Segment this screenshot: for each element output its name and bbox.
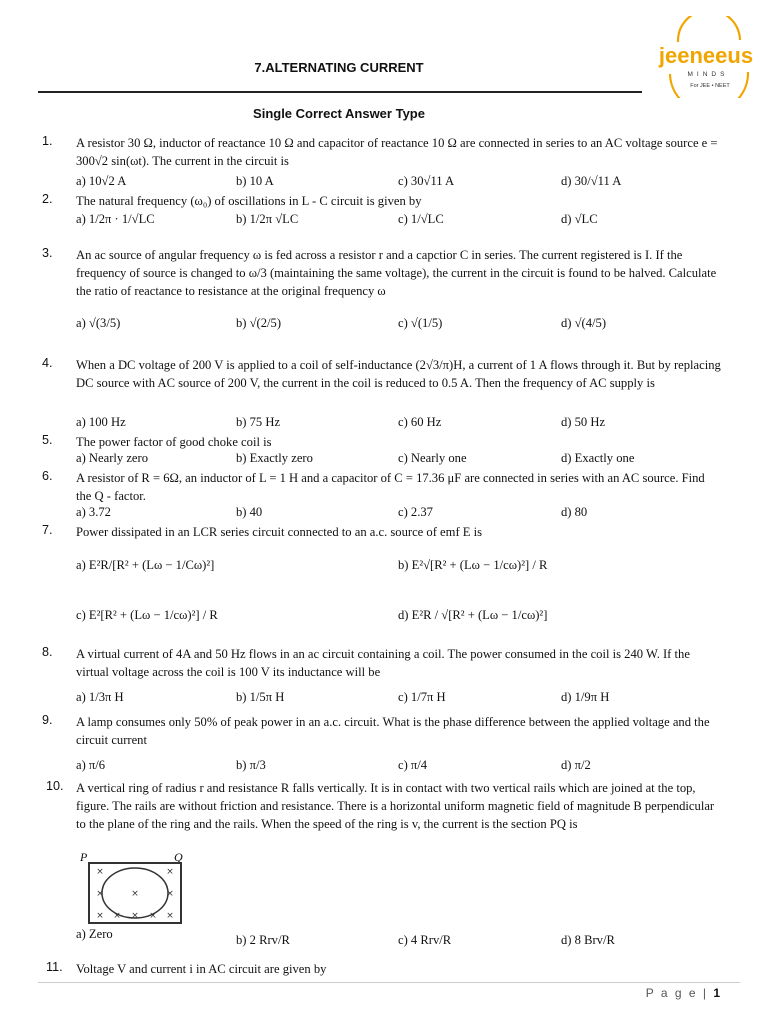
question-text: A vertical ring of radius r and resistance R falls vertically. It is in contact with two vertical rails which are joined at the top, figure. The rails are without friction and resistance. There is a horizontal uniform magnetic field of magnitude B perpendicular to the plane of the ring and the rails. When the speed of the ring is v, the current is the section PQ is: [76, 781, 715, 831]
question-text: A virtual current of 4A and 50 Hz flows in an ac circuit containing a coil. The power consumed in the coil is 240 W. If the virtual voltage across the coil is 100 V its inductance will be: [76, 647, 690, 679]
svg-text:×: ×: [96, 911, 104, 921]
question-number: 2.: [42, 192, 53, 206]
option-a: a) π/6: [76, 758, 106, 772]
option-b: b) 1/2π √LC: [236, 212, 299, 226]
page-footer: [646, 986, 720, 1000]
option-c: c) 30√11 A: [398, 174, 455, 188]
brand-logo: [648, 16, 764, 98]
question-number: 4.: [42, 356, 53, 370]
option-d: d) 80: [561, 505, 588, 519]
question-number: 10.: [46, 779, 64, 793]
option-c: c) 2.37: [398, 505, 433, 519]
option-d: d) 50 Hz: [561, 415, 606, 429]
option-a: a) 3.72: [76, 505, 111, 519]
question-number: 9.: [42, 713, 53, 727]
page-title: 7.ALTERNATING CURRENT: [254, 60, 424, 75]
section-subtitle: Single Correct Answer Type: [253, 106, 425, 121]
question-number: 6.: [42, 469, 53, 483]
footer-rule: [38, 982, 740, 983]
question-text: The power factor of good choke coil is: [76, 435, 272, 449]
option-a: a) 10√2 A: [76, 174, 127, 188]
option-b: b) √(2/5): [236, 316, 282, 330]
option-b: b) 75 Hz: [236, 415, 281, 429]
option-a: a) √(3/5): [76, 316, 121, 330]
question-text: The natural frequency (ω₀) of oscillations in L - C circuit is given by: [76, 194, 422, 208]
svg-text:×: ×: [113, 911, 121, 921]
option-b: b) 2 Rrv/R: [236, 933, 290, 947]
question-text: A lamp consumes only 50% of peak power in an a.c. circuit. What is the phase difference between the applied voltage and the circuit current: [76, 715, 710, 747]
option-d: d) π/2: [561, 758, 591, 772]
svg-text:×: ×: [149, 911, 157, 921]
option-d: d) Exactly one: [561, 451, 635, 465]
question-text: An ac source of angular frequency ω is fed across a resistor r and a capctior C in series. The current registered is I. If the frequency of source is changed to ω/3 (maintaining the same voltage), the current in the circuit is found to be halved. Calculate the ratio of reactance to resistance at the original frequency ω: [76, 248, 717, 298]
svg-text:×: ×: [131, 911, 139, 921]
option-d: d) 1/9π H: [561, 690, 610, 704]
option-c: c) 1/7π H: [398, 690, 446, 704]
option-c: c) 60 Hz: [398, 415, 442, 429]
figure-label-q: Q: [174, 850, 183, 864]
ring-rails-figure: [88, 862, 182, 924]
svg-text:jeeneeus: jeeneeus: [658, 43, 754, 68]
figure-label-p: P: [80, 850, 88, 864]
svg-text:×: ×: [166, 911, 174, 921]
question-text: Voltage V and current i in AC circuit are given by: [76, 962, 327, 976]
option-a: a) 1/2π · 1/√LC: [76, 212, 155, 226]
svg-text:×: ×: [96, 889, 104, 899]
question-number: 1.: [42, 134, 53, 148]
page-label: P a g e |: [645, 986, 708, 1000]
page-number: 1: [713, 986, 720, 1000]
question-text: A resistor of R = 6Ω, an inductor of L = 1 H and a capacitor of C = 17.36 μF are connected in series with an AC source. Find the Q - factor.: [76, 471, 705, 503]
option-d: d) √LC: [561, 212, 598, 226]
question-number: 8.: [42, 645, 53, 659]
option-c: c) 1/√LC: [398, 212, 444, 226]
question-text: Power dissipated in an LCR series circuit connected to an a.c. source of emf E is: [76, 525, 483, 539]
option-d: d) √(4/5): [561, 316, 607, 330]
option-d: d) 8 Brv/R: [561, 933, 615, 947]
svg-text:×: ×: [166, 889, 174, 899]
svg-text:For JEE • NEET: For JEE • NEET: [690, 83, 730, 89]
svg-text:×: ×: [96, 867, 104, 877]
option-b: b) Exactly zero: [236, 451, 313, 465]
option-a: a) 100 Hz: [76, 415, 126, 429]
ring-diagram: [90, 864, 180, 922]
option-c: c) π/4: [398, 758, 428, 772]
svg-text:×: ×: [166, 867, 174, 877]
svg-text:×: ×: [131, 889, 139, 899]
option-d: d) E²R / √[R² + (Lω − 1/cω)²]: [398, 608, 548, 622]
option-a: a) Nearly zero: [76, 451, 149, 465]
question-text: When a DC voltage of 200 V is applied to a coil of self-inductance (2√3/π)H, a current of 1 A flows through it. But by replacing DC source with AC source of 200 V, the current in the coil is reduced to 0.5 A. Then the frequency of AC supply is: [76, 358, 721, 390]
option-c: c) 4 Rrv/R: [398, 933, 452, 947]
option-c: c) √(1/5): [398, 316, 443, 330]
option-a: a) Zero: [76, 927, 113, 941]
question-number: 11.: [46, 960, 63, 974]
svg-text:MINDS: MINDS: [687, 71, 729, 78]
option-b: b) 10 A: [236, 174, 274, 188]
option-c: c) E²[R² + (Lω − 1/cω)²] / R: [76, 608, 218, 622]
option-b: b) π/3: [236, 758, 266, 772]
option-a: a) E²R/[R² + (Lω − 1/Cω)²]: [76, 558, 215, 572]
option-a: a) 1/3π H: [76, 690, 124, 704]
option-c: c) Nearly one: [398, 451, 467, 465]
option-b: b) E²√[R² + (Lω − 1/cω)²] / R: [398, 558, 548, 572]
question-number: 5.: [42, 433, 53, 447]
question-number: 3.: [42, 246, 53, 260]
option-b: b) 40: [236, 505, 263, 519]
question-text: A resistor 30 Ω, inductor of reactance 10 Ω and capacitor of reactance 10 Ω are connected in series to an AC voltage source e = 300√2 sin(ωt). The current in the circuit is: [76, 136, 718, 168]
option-d: d) 30/√11 A: [561, 174, 622, 188]
title-rule: [38, 91, 642, 93]
option-b: b) 1/5π H: [236, 690, 285, 704]
question-number: 7.: [42, 523, 53, 537]
